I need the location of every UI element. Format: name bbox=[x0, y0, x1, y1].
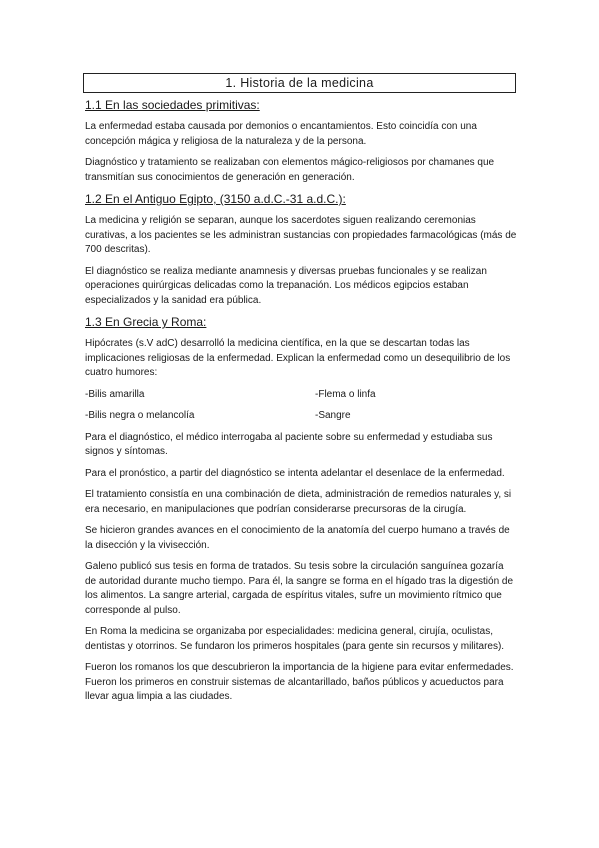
paragraph: La enfermedad estaba causada por demonios o encantamientos. Esto coincidía con una concepción mágica y religiosa de la naturaleza y de la persona. bbox=[85, 121, 477, 147]
paragraph: La medicina y religión se separan, aunque los sacerdotes siguen realizando ceremonias curativas, a los pacientes se les administran sustancias con propiedades farmacológicas (más de 700 descritas). bbox=[85, 215, 517, 255]
paragraph: Diagnóstico y tratamiento se realizaban con elementos mágico-religiosos por chamanes que transmitían sus conocimientos de generación en generación. bbox=[85, 157, 495, 183]
paragraph: Fueron los romanos los que descubrieron la importancia de la higiene para evitar enfermedades. Fueron los primeros en construir sistemas de alcantarillado, baños públicos y acueductos para llevar agua limpia a las ciudades. bbox=[85, 662, 514, 702]
document-body bbox=[85, 98, 517, 712]
paragraph: El tratamiento consistía en una combinación de dieta, administración de remedios naturales y, si era necesario, en manipulaciones que podrían considerarse precursoras de la cirugía. bbox=[85, 489, 512, 515]
humor-item: -Flema o linfa bbox=[315, 388, 376, 400]
paragraph-intro: Hipócrates (s.V adC) desarrolló la medicina científica, en la que se descartan todas las implicaciones religiosas de la enfermedad. Explican la enfermedad como un desequilibrio de los cuatro humores: bbox=[85, 338, 511, 378]
paragraph: Se hicieron grandes avances en el conocimiento de la anatomía del cuerpo humano a través de la disección y la vivisección. bbox=[85, 525, 510, 551]
humor-item: -Bilis amarilla bbox=[85, 388, 145, 400]
humor-item: -Sangre bbox=[315, 410, 351, 421]
paragraph: Galeno publicó sus tesis en forma de tratados. Su tesis sobre la circulación sanguínea gozaría de autoridad durante mucho tiempo. Para él, la sangre se forma en el hígado tras la digestión de los alimentos. La sangre arterial, cargada de espíritus vitales, sufre un movimiento rítmico que corresponde al pulso. bbox=[85, 561, 514, 616]
paragraph: Para el pronóstico, a partir del diagnóstico se intenta adelantar el desenlace de la enfermedad. bbox=[85, 467, 505, 479]
section-heading-egypt: 1.2 En el Antiguo Egipto, (3150 a.d.C.-31 a.d.C.): bbox=[85, 192, 346, 206]
humors-row bbox=[85, 409, 517, 424]
section-heading-greece-rome: 1.3 En Grecia y Roma: bbox=[85, 315, 207, 329]
paragraph: El diagnóstico se realiza mediante anamnesis y diversas pruebas funcionales y se realizan operaciones quirúrgicas delicadas como la trepanación. Los médicos egipcios estaban especializados y la sanidad era pública. bbox=[85, 265, 487, 306]
humor-item: -Bilis negra o melancolía bbox=[85, 410, 195, 421]
paragraph: En Roma la medicina se organizaba por especialidades: medicina general, cirujía, oculistas, dentistas y otorrinos. Se fundaron los primeros hospitales (para gente sin recursos y militares). bbox=[85, 626, 505, 652]
humors-row bbox=[85, 388, 517, 403]
document-title: 1. Historia de la medicina bbox=[83, 73, 516, 93]
paragraph: Para el diagnóstico, el médico interrogaba al paciente sobre su enfermedad y estudiaba sus signos y síntomas. bbox=[85, 431, 493, 457]
section-heading-primitive: 1.1 En las sociedades primitivas: bbox=[85, 98, 260, 112]
